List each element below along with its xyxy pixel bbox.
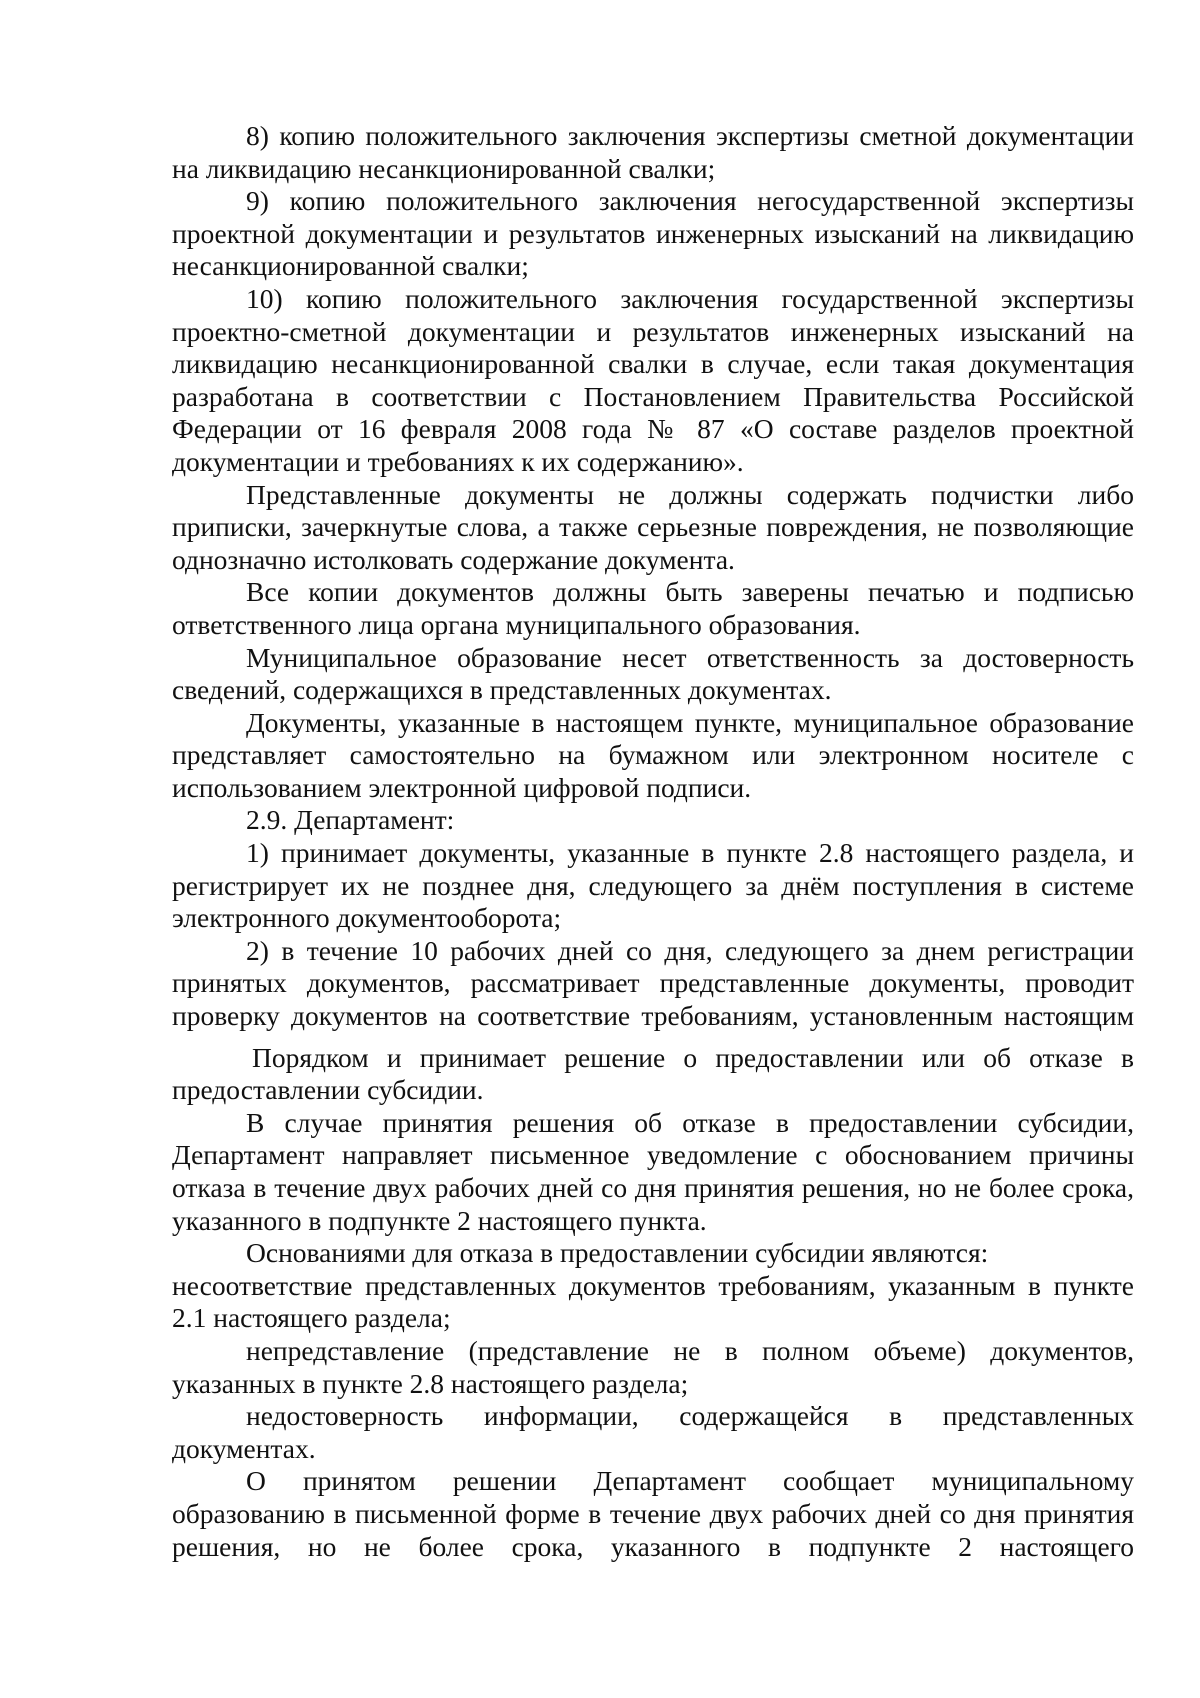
paragraph-copies-certification: Все копии документов должны быть заверены печатью и подписью ответственного лица органа муниципального образования. (172, 576, 1134, 640)
paragraph-refusal-grounds-heading: Основаниями для отказа в предоставлении субсидии являются: (246, 1237, 989, 1269)
paragraph-ground-nonconformity: несоответствие представленных документов требованиям, указанным в пункте 2.1 настоящего раздела; (172, 1269, 1134, 1334)
paragraph-item-9: 9) копию положительного заключения негосударственной экспертизы проектной документации и результатов инженерных изысканий на ликвидацию несанкционированной свалки; (172, 185, 1134, 282)
paragraph-item-1-accept: 1) принимает документы, указанные в пункте 2.8 настоящего раздела, и регистрирует их не позднее дня, следующего за днём поступления в системе электронного документооборота; (172, 837, 1134, 934)
paragraph-item-8: 8) копию положительного заключения экспертизы сметной документации на ликвидацию несанкционированной свалки; (172, 120, 1134, 184)
section-heading-2-9: 2.9. Департамент: (246, 804, 455, 836)
paragraph-document-requirements: Представленные документы не должны содержать подчистки либо приписки, зачеркнутые слова, а также серьезные повреждения, не позволяющие однозначно истолковать содержание документа. (172, 478, 1134, 575)
paragraph-ground-unreliability: недостоверность информации, содержащейся в представленных документах. (172, 1400, 1134, 1464)
paragraph-item-2-review: 2) в течение 10 рабочих дней со дня, следующего за днем регистрации принятых документов, рассматривает представленные документы, проводит проверку документов на соответствие требованиям, установленным настоящим (172, 934, 1134, 1032)
document-body (172, 120, 1134, 1563)
paragraph-item-2-continuation: Порядком и принимает решение о предоставлении или об отказе в предоставлении субсидии. (172, 1041, 1134, 1106)
paragraph-submission-method: Документы, указанные в настоящем пункте, муниципальное образование представляет самостоятельно на бумажном или электронном носителе с использованием электронной цифровой подписи. (172, 706, 1134, 803)
paragraph-responsibility: Муниципальное образование несет ответственность за достоверность сведений, содержащихся в представленных документах. (172, 641, 1134, 706)
paragraph-item-10: 10) копию положительного заключения государственной экспертизы проектно-сметной документации и результатов инженерных изысканий на ликвидацию несанкционированной свалки в случае, если такая документация разработана в соответствии с Постановлением Правительства Российской Федерации от 16 февраля 2008 года № 87 «О составе разделов проектной документации и требованиях к их содержанию». (172, 282, 1134, 477)
paragraph-refusal-notice: В случае принятия решения об отказе в предоставлении субсидии, Департамент направляет письменное уведомление с обоснованием причины отказа в течение двух рабочих дней со дня принятия решения, но не более срока, указанного в подпункте 2 настоящего пункта. (172, 1106, 1134, 1236)
paragraph-decision-notice: О принятом решении Департамент сообщает муниципальному образованию в письменной форме в течение двух рабочих дней со дня принятия решения, но не более срока, указанного в подпункте 2 настоящего (172, 1465, 1134, 1562)
paragraph-ground-nonsubmission: непредставление (представление не в полном объеме) документов, указанных в пункте 2.8 настоящего раздела; (172, 1334, 1134, 1399)
